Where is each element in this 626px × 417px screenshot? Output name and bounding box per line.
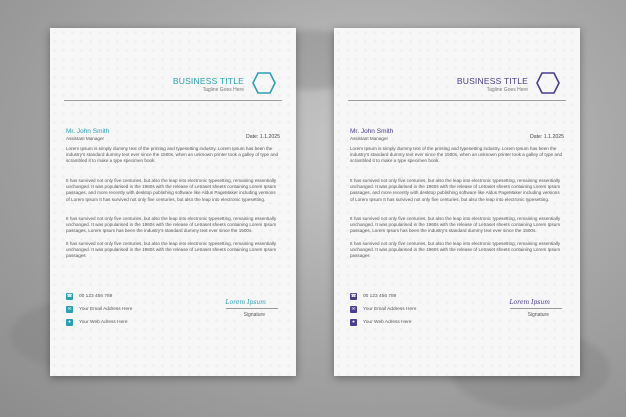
business-title: BUSINESS TITLE (172, 76, 244, 86)
mail-icon: ✉ (67, 306, 72, 312)
signature-script: Lorem Ipsum (225, 299, 266, 306)
tagline: Tagline Goes Here (486, 87, 528, 93)
contact-email (350, 306, 416, 313)
recipient-name: Mr. John Smith (66, 128, 110, 135)
contact-web (350, 319, 412, 326)
contact-text: Your Email Address Here (79, 307, 133, 312)
mail-icon: ✉ (351, 306, 356, 312)
globe-icon: ● (350, 319, 357, 326)
contact-phone (66, 293, 112, 300)
business-title: BUSINESS TITLE (456, 76, 528, 86)
recipient-name: Mr. John Smith (350, 128, 394, 135)
letter-date: Date: 1.1.2025 (245, 134, 280, 140)
contact-text: Your Email Address Here (363, 307, 417, 312)
title-block (173, 76, 244, 93)
body-paragraph: It has survived not only five centuries, but also the leap into electronic typesetting, remaining essentially unchanged. It was popularised in the 1960s with the release of Letraset sheets containing Lorem Ipsum passages, and more recently with desktop publishing software like Aldus PageMaker including versions of Lorem Ipsum It has survived not only five centuries, but also the leap into electronic typesetting. (350, 178, 561, 202)
signature-label: Signature (243, 312, 265, 318)
body-paragraph: It has survived not only five centuries, but also the leap into electronic typesetting, remaining essentially unchanged. It was popularised in the 1960s with the release of Letraset sheets containing Lorem Ipsum passages (66, 241, 277, 259)
body-paragraph: Lorem Ipsum is simply dummy text of the printing and typesetting industry. Lorem Ipsum has been the industry's standard dummy text ever since the 1500s, when an unknown printer took a galley of type and scrambled it to make a type specimen book. (350, 146, 563, 164)
signature-line (226, 308, 278, 309)
contact-text: Your Web Adress Here (79, 320, 128, 325)
contact-email (66, 306, 132, 313)
signature-label: Signature (527, 312, 549, 318)
hexagon-icon (536, 72, 560, 94)
letter-date: Date: 1.1.2025 (529, 134, 564, 140)
body-paragraph: It has survived not only five centuries, but also the leap into electronic typesetting, remaining essentially unchanged. It was popularised in the 1960s with the release of Letraset sheets containing Lorem Ipsum passages, Lorem Ipsum has been the industry's standard dummy text ever since the 1500s. (66, 216, 277, 234)
recipient-role: Assistant Manager (66, 136, 105, 141)
globe-icon: ● (66, 319, 73, 326)
header-divider (348, 100, 566, 101)
hexagon-icon (252, 72, 276, 94)
contact-text: 00 123 456 789 (363, 294, 397, 299)
phone-icon: ☎ (66, 293, 73, 299)
letterhead-left (50, 28, 296, 376)
contact-web (66, 319, 128, 326)
recipient-role: Assistant Manager (350, 136, 389, 141)
contact-text: Your Web Adress Here (363, 320, 412, 325)
phone-icon: ☎ (350, 293, 357, 299)
contact-text: 00 123 456 789 (79, 294, 113, 299)
tagline: Tagline Goes Here (202, 87, 244, 93)
title-block (457, 76, 528, 93)
body-paragraph: It has survived not only five centuries, but also the leap into electronic typesetting, remaining essentially unchanged. It was popularised in the 1960s with the release of Letraset sheets containing Lorem Ipsum passages, and more recently with desktop publishing software like Aldus PageMaker including versions of Lorem Ipsum It has survived not only five centuries, but also the leap into electronic typesetting. (66, 178, 277, 202)
signature-script: Lorem Ipsum (509, 299, 550, 306)
header-divider (64, 100, 282, 101)
body-paragraph: It has survived not only five centuries, but also the leap into electronic typesetting, remaining essentially unchanged. It was popularised in the 1960s with the release of Letraset sheets containing Lorem Ipsum passages, Lorem Ipsum has been the industry's standard dummy text ever since the 1500s. (350, 216, 561, 234)
signature-line (510, 308, 562, 309)
contact-phone (350, 293, 396, 300)
letterhead-right (334, 28, 580, 376)
body-paragraph: It has survived not only five centuries, but also the leap into electronic typesetting, remaining essentially unchanged. It was popularised in the 1960s with the release of Letraset sheets containing Lorem Ipsum passages (350, 241, 561, 259)
body-paragraph: Lorem Ipsum is simply dummy text of the printing and typesetting industry. Lorem Ipsum has been the industry's standard dummy text ever since the 1500s, when an unknown printer took a galley of type and scrambled it to make a type specimen book. (66, 146, 279, 164)
